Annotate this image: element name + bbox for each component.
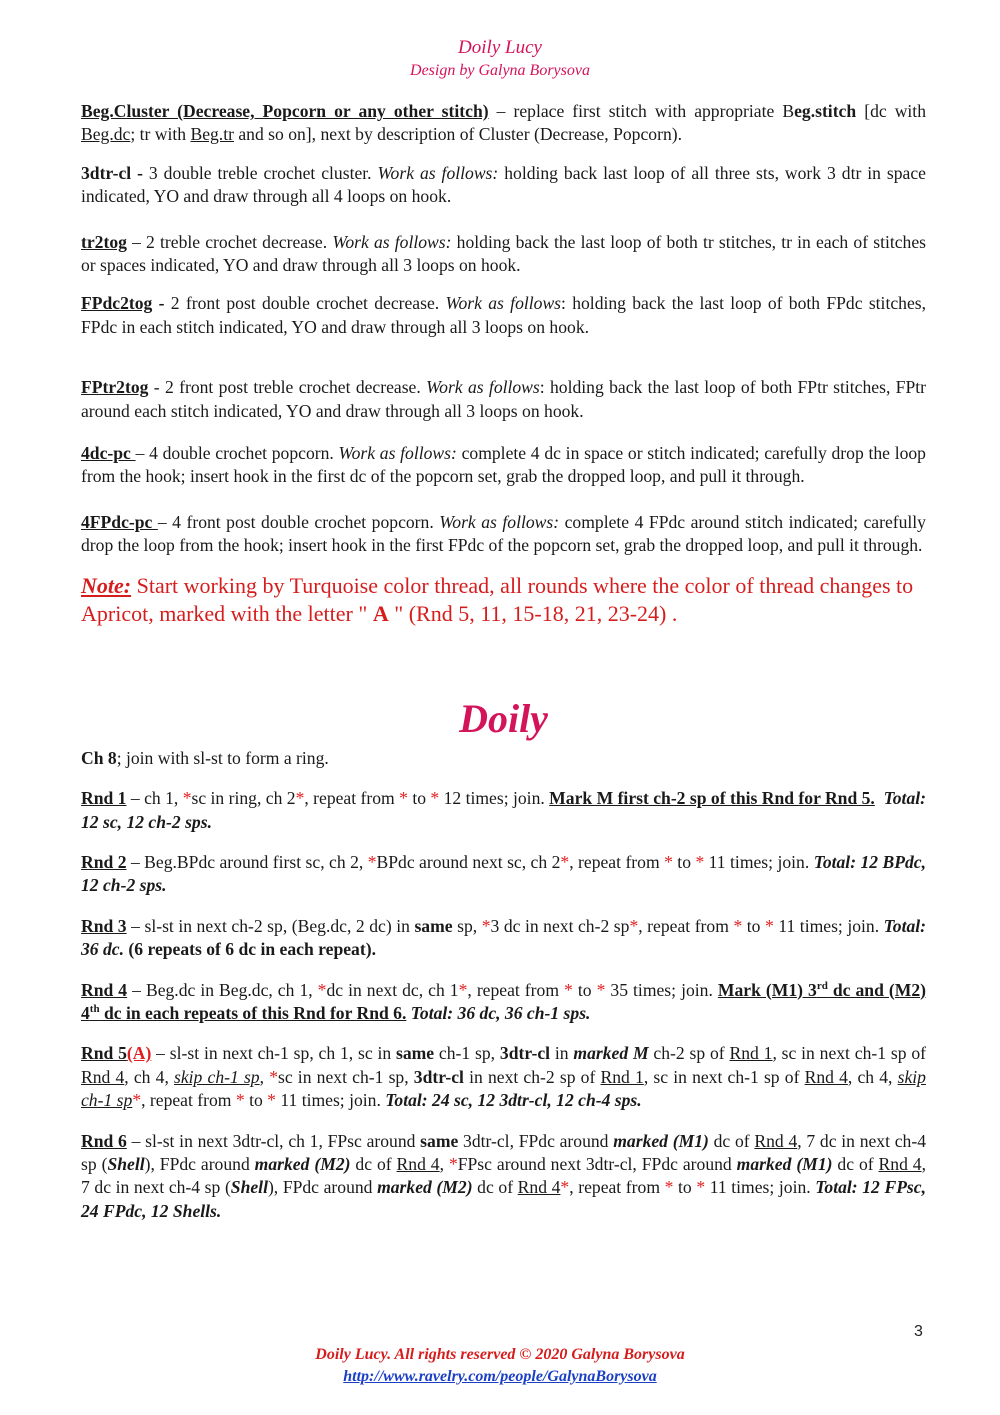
round-2: Rnd 2 – Beg.BPdc around first sc, ch 2, *BPdc around next sc, ch 2*, repeat from * to * 11 times; join. Total: 12 BPdc, 12 ch-2 sps. <box>81 851 926 896</box>
header-designer: Design by Galyna Borysova <box>410 62 590 79</box>
round-label: Rnd 2 <box>81 851 127 872</box>
round-total: Total: 24 sc, 12 3dtr-cl, 12 ch-4 sps. <box>385 1090 642 1111</box>
marker-note: Mark (M1) 3rd dc and (M2) 4th dc in each repeats of this Rnd for Rnd 6. <box>81 979 927 1023</box>
term-fptr2tog: FPtr2tog - 2 front post treble crochet decrease. Work as follows: holding back the last loop of both FPtr stitches, FPtr around each stitch indicated, YO and draw through all 3 loops on hook. <box>81 377 926 421</box>
marker-note: Mark M first ch-2 sp of this Rnd for Rnd 5. <box>549 788 875 809</box>
term-label: Beg.Cluster (Decrease, Popcorn or any other stitch) <box>81 101 489 121</box>
apricot-marker: (A) <box>126 1043 152 1064</box>
term-4dc-pc: 4dc-pc – 4 double crochet popcorn. Work as follows: complete 4 dc in space or stitch indicated; carefully drop the loop from the hook; insert hook in the first dc of the popcorn set, grab the dropped loop, and pull it through. <box>81 443 926 487</box>
term-beg-cluster: Beg.Cluster (Decrease, Popcorn or any other stitch) – replace first stitch with appropriate Beg.stitch [dc with Beg.dc; tr with Beg.tr and so on], next by description of Cluster (Decrease, Popcorn). <box>81 101 926 145</box>
term-3dtr-cl: 3dtr-cl - 3 double treble crochet cluster. Work as follows: holding back last loop of all three sts, work 3 dtr in space indicated, YO and draw through all 4 loops on hook. <box>81 162 926 207</box>
section-title: Doily <box>459 695 548 741</box>
round-3: Rnd 3 – sl-st in next ch-2 sp, (Beg.dc, 2 dc) in same sp, *3 dc in next ch-2 sp*, repeat from * to * 11 times; join. Total: 36 dc. (6 repeats of 6 dc in each repeat). <box>81 915 927 960</box>
term-label: tr2tog <box>81 231 127 252</box>
round-6: Rnd 6 – sl-st in next 3dtr-cl, ch 1, FPsc around same 3dtr-cl, FPdc around marked (M1) dc of Rnd 4, 7 dc in next ch-4 sp (Shell), FPdc around marked (M2) dc of Rnd 4, *FPsc around next 3dtr-cl, FPdc around marked (M1) dc of Rnd 4, 7 dc in next ch-4 sp (Shell), FPdc around marked (M2) dc of Rnd 4*, repeat from * to * 11 times; join. Total: 12 FPsc, 24 FPdc, 12 Shells. <box>81 1130 926 1221</box>
footer-link[interactable]: http://www.ravelry.com/people/GalynaBorysova <box>343 1368 657 1385</box>
page-number: 3 <box>914 1323 923 1340</box>
round-total: Total: 36 dc. <box>81 915 927 960</box>
page-footer <box>0 1344 1000 1388</box>
term-label: FPdc2tog <box>81 293 153 314</box>
round-label: Rnd 5 <box>81 1043 127 1064</box>
term-fpdc2tog: FPdc2tog - 2 front post double crochet decrease. Work as follows: holding back the last loop of both FPdc stitches, FPdc in each stitch indicated, YO and draw through all 3 loops on hook. <box>81 293 926 337</box>
document-body <box>81 100 926 1223</box>
round-label: Rnd 4 <box>81 979 128 1000</box>
round-label: Rnd 1 <box>81 788 127 809</box>
round-total: Total: 12 sc, 12 ch-2 sps. <box>81 788 926 832</box>
start-instruction: Ch 8; join with sl-st to form a ring. <box>81 747 329 768</box>
round-5: Rnd 5(A) – sl-st in next ch-1 sp, ch 1, sc in same ch-1 sp, 3dtr-cl in marked M ch-2 sp of Rnd 1, sc in next ch-1 sp of Rnd 4, ch 4, skip ch-1 sp, *sc in next ch-1 sp, 3dtr-cl in next ch-2 sp of Rnd 1, sc in next ch-1 sp of Rnd 4, ch 4, skip ch-1 sp*, repeat from * to * 11 times; join. Total: 24 sc, 12 3dtr-cl, 12 ch-4 sps. <box>81 1043 926 1111</box>
note-label: Note: <box>81 572 132 598</box>
term-label: 3dtr-cl - <box>81 162 143 183</box>
round-total: Total: 36 dc, 36 ch-1 sps. <box>410 1002 591 1023</box>
page-header <box>0 36 1000 82</box>
round-label: Rnd 3 <box>81 915 127 936</box>
round-total: Total: 12 BPdc, 12 ch-2 sps. <box>81 851 926 896</box>
term-label: FPtr2tog <box>81 377 149 398</box>
round-total: Total: 12 FPsc, 24 FPdc, 12 Shells. <box>81 1177 926 1221</box>
term-4fpdc-pc: 4FPdc-pc – 4 front post double crochet popcorn. Work as follows: complete 4 FPdc around stitch indicated; carefully drop the loop from the hook; insert hook in the first FPdc of the popcorn set, grab the dropped loop, and pull it through. <box>81 511 926 556</box>
round-label: Rnd 6 <box>81 1130 127 1151</box>
footer-copyright: Doily Lucy. All rights reserved © 2020 Galyna Borysova <box>315 1346 685 1363</box>
header-title: Doily Lucy <box>458 37 542 58</box>
round-1: Rnd 1 – ch 1, *sc in ring, ch 2*, repeat from * to * 12 times; join. Mark M first ch-2 sp of this Rnd for Rnd 5. Total: 12 sc, 12 ch-2 sps. <box>81 788 926 832</box>
term-tr2tog: tr2tog – 2 treble crochet decrease. Work as follows: holding back the last loop of both tr stitches, tr in each of stitches or spaces indicated, YO and draw through all 3 loops on hook. <box>81 231 926 276</box>
round-4: Rnd 4 – Beg.dc in Beg.dc, ch 1, *dc in next dc, ch 1*, repeat from * to * 35 times; join. Mark (M1) 3rd dc and (M2) 4th dc in each repeats of this Rnd for Rnd 6. Total: 36 dc, 36 ch-1 sps. <box>81 979 927 1023</box>
term-label: 4FPdc-pc <box>81 511 158 532</box>
term-label: 4dc-pc <box>81 443 136 464</box>
color-note: Note: Start working by Turquoise color thread, all rounds where the color of thread changes to Apricot, marked with the letter " A " (Rnd 5, 11, 15-18, 21, 23-24) . <box>81 572 914 626</box>
